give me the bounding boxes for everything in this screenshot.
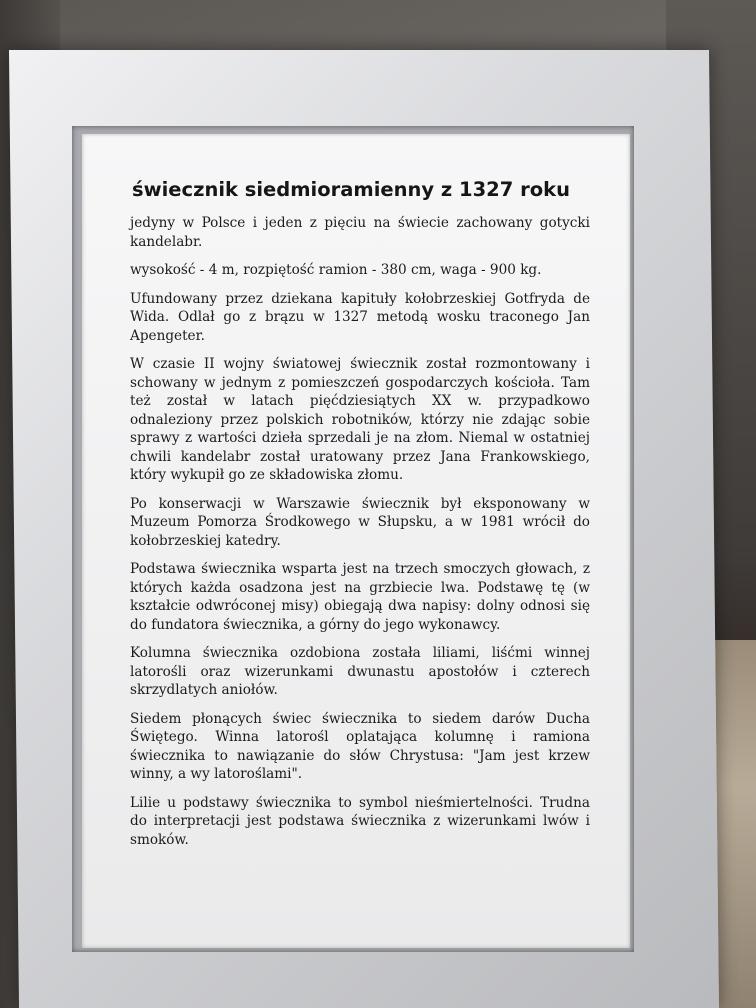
paragraph-base: Podstawa świecznika wsparta jest na trzech smoczych głowach, z których każda osadzona jest na grzbiecie lwa. Podstawę tę (w kształcie odwróconej misy) obiegają dwa napisy: dolny odnosi się do fundatora świecznika, a górny do jego wykonawcy. <box>130 561 590 633</box>
placard-body <box>130 214 590 859</box>
paragraph-column: Kolumna świecznika ozdobiona została liliami, liśćmi winnej latorośli oraz wizerunkami dwunastu apostołów i czterech skrzydlatych aniołów. <box>130 645 590 698</box>
placard-paper <box>82 134 630 948</box>
paragraph-lilies: Lilie u podstawy świecznika to symbol nieśmiertelności. Trudna do interpretacji jest podstawa świecznika z wizerunkami lwów i smoków. <box>130 794 590 848</box>
paragraph-dimensions: wysokość - 4 m, rozpiętość ramion - 380 cm, waga - 900 kg. <box>130 262 542 278</box>
paragraph-symbolism: Siedem płonących świec świecznika to siedem darów Ducha Świętego. Winna latorośl oplatająca kolumnę i ramiona świecznika to nawiązanie do słów Chrystusa: "Jam jest krzew winny, a wy latoroślami". <box>130 710 590 782</box>
paragraph-history: W czasie II wojny światowej świecznik został rozmontowany i schowany w jednym z pomieszczeń gospodarczych kościoła. Tam też został w latach pięćdziesiątych XX w. przypadkowo odnaleziony przez polskich robotników, którzy nie zdając sobie sprawy z wartości dzieła sprzedali je na złom. Niemal w ostatniej chwili kandelabr został uratowany przez Jana Frankowskiego, który wykupił go ze składowiska złomu. <box>130 356 590 483</box>
paragraph-founder: Ufundowany przez dziekana kapituły kołobrzeskiej Gotfryda de Wida. Odlał go z brązu w 1327 metodą wosku traconego Jan Apengeter. <box>130 290 590 344</box>
paragraph-intro: jedyny w Polsce i jeden z pięciu na świecie zachowany gotycki kandelabr. <box>130 215 590 250</box>
placard-title: świecznik siedmioramienny z 1327 roku <box>132 178 570 201</box>
paragraph-conservation: Po konserwacji w Warszawie świecznik był eksponowany w Muzeum Pomorza Środkowego w Słupsku, a w 1981 wrócił do kołobrzeskiej katedry. <box>130 495 590 549</box>
